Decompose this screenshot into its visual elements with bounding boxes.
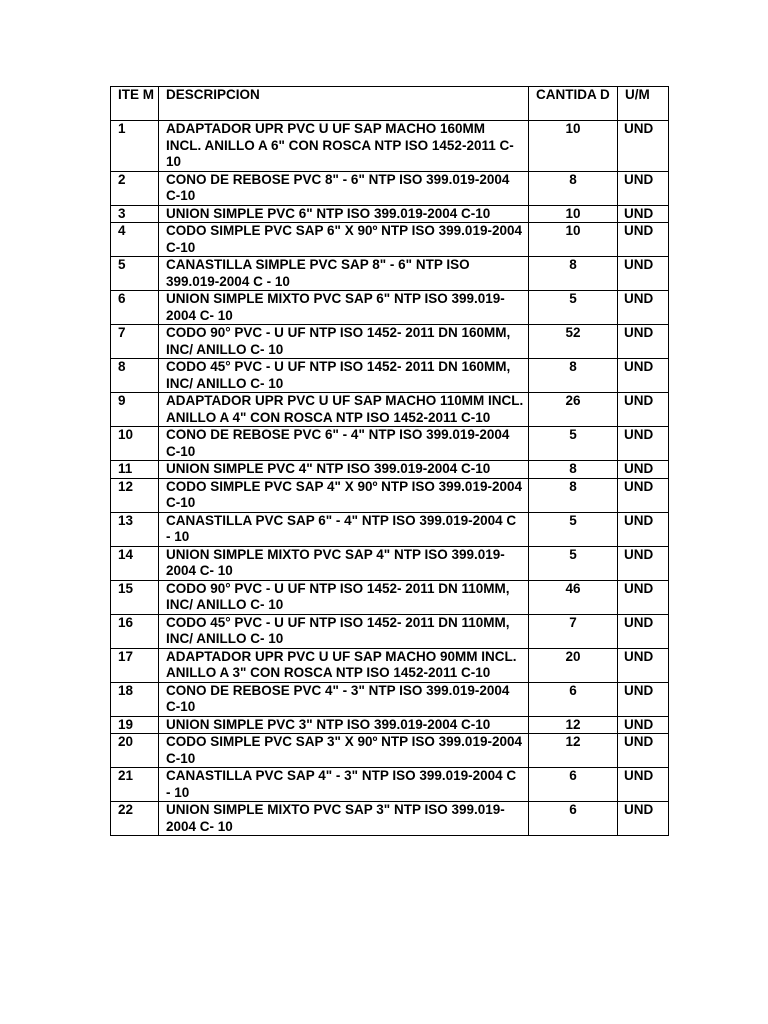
cell-um: UND <box>618 478 669 512</box>
materials-table <box>110 86 669 836</box>
cell-cantidad: 26 <box>529 393 618 427</box>
cell-um: UND <box>618 359 669 393</box>
cell-item: 6 <box>111 291 159 325</box>
cell-um: UND <box>618 223 669 257</box>
cell-cantidad: 12 <box>529 734 618 768</box>
table-row <box>111 802 669 836</box>
cell-cantidad: 7 <box>529 614 618 648</box>
cell-um: UND <box>618 734 669 768</box>
table-row <box>111 614 669 648</box>
cell-descripcion: CODO SIMPLE PVC SAP 6" X 90º NTP ISO 399.019-2004 C-10 <box>159 223 529 257</box>
cell-cantidad: 8 <box>529 478 618 512</box>
cell-um: UND <box>618 427 669 461</box>
cell-descripcion: ADAPTADOR UPR PVC U UF SAP MACHO 160MM INCL. ANILLO A 6" CON ROSCA NTP ISO 1452-2011 C-10 <box>159 121 529 172</box>
table-row <box>111 461 669 479</box>
cell-descripcion: CODO 90° PVC - U UF NTP ISO 1452- 2011 DN 110MM, INC/ ANILLO C- 10 <box>159 580 529 614</box>
cell-item: 21 <box>111 768 159 802</box>
cell-um: UND <box>618 257 669 291</box>
cell-um: UND <box>618 716 669 734</box>
cell-descripcion: UNION SIMPLE PVC 6" NTP ISO 399.019-2004 C-10 <box>159 205 529 223</box>
cell-item: 18 <box>111 682 159 716</box>
table-row <box>111 512 669 546</box>
table-row <box>111 768 669 802</box>
cell-descripcion: UNION SIMPLE MIXTO PVC SAP 4" NTP ISO 399.019-2004 C- 10 <box>159 546 529 580</box>
cell-cantidad: 5 <box>529 546 618 580</box>
cell-item: 20 <box>111 734 159 768</box>
cell-item: 16 <box>111 614 159 648</box>
cell-descripcion: CODO 90° PVC - U UF NTP ISO 1452- 2011 DN 160MM, INC/ ANILLO C- 10 <box>159 325 529 359</box>
header-descripcion: DESCRIPCION <box>159 87 529 121</box>
cell-cantidad: 46 <box>529 580 618 614</box>
cell-cantidad: 12 <box>529 716 618 734</box>
table-row <box>111 325 669 359</box>
cell-descripcion: ADAPTADOR UPR PVC U UF SAP MACHO 110MM INCL. ANILLO A 4" CON ROSCA NTP ISO 1452-2011 C-10 <box>159 393 529 427</box>
cell-um: UND <box>618 461 669 479</box>
cell-um: UND <box>618 512 669 546</box>
cell-item: 11 <box>111 461 159 479</box>
cell-cantidad: 52 <box>529 325 618 359</box>
table-row <box>111 682 669 716</box>
cell-cantidad: 5 <box>529 291 618 325</box>
cell-descripcion: UNION SIMPLE PVC 3" NTP ISO 399.019-2004 C-10 <box>159 716 529 734</box>
cell-cantidad: 10 <box>529 205 618 223</box>
cell-um: UND <box>618 291 669 325</box>
cell-item: 13 <box>111 512 159 546</box>
cell-item: 15 <box>111 580 159 614</box>
cell-descripcion: CANASTILLA PVC SAP 4" - 3" NTP ISO 399.019-2004 C - 10 <box>159 768 529 802</box>
cell-cantidad: 8 <box>529 359 618 393</box>
table-row <box>111 393 669 427</box>
cell-um: UND <box>618 802 669 836</box>
cell-descripcion: CONO DE REBOSE PVC 8" - 6" NTP ISO 399.019-2004 C-10 <box>159 171 529 205</box>
table-row <box>111 478 669 512</box>
header-um: U/M <box>618 87 669 121</box>
cell-item: 9 <box>111 393 159 427</box>
cell-descripcion: CODO SIMPLE PVC SAP 4" X 90º NTP ISO 399.019-2004 C-10 <box>159 478 529 512</box>
cell-um: UND <box>618 580 669 614</box>
cell-item: 19 <box>111 716 159 734</box>
table-row <box>111 205 669 223</box>
cell-descripcion: CODO 45° PVC - U UF NTP ISO 1452- 2011 DN 110MM, INC/ ANILLO C- 10 <box>159 614 529 648</box>
cell-descripcion: ADAPTADOR UPR PVC U UF SAP MACHO 90MM INCL. ANILLO A 3" CON ROSCA NTP ISO 1452-2011 C-10 <box>159 648 529 682</box>
cell-cantidad: 5 <box>529 427 618 461</box>
cell-um: UND <box>618 171 669 205</box>
cell-um: UND <box>618 614 669 648</box>
table-header-row <box>111 87 669 121</box>
cell-um: UND <box>618 768 669 802</box>
cell-cantidad: 8 <box>529 461 618 479</box>
cell-um: UND <box>618 546 669 580</box>
cell-um: UND <box>618 205 669 223</box>
cell-cantidad: 8 <box>529 171 618 205</box>
cell-um: UND <box>618 648 669 682</box>
header-item: ITE M <box>111 87 159 121</box>
header-cantidad: CANTIDA D <box>529 87 618 121</box>
table-row <box>111 580 669 614</box>
cell-item: 10 <box>111 427 159 461</box>
table-row <box>111 648 669 682</box>
cell-descripcion: UNION SIMPLE MIXTO PVC SAP 3" NTP ISO 399.019-2004 C- 10 <box>159 802 529 836</box>
table-row <box>111 716 669 734</box>
cell-descripcion: CODO 45° PVC - U UF NTP ISO 1452- 2011 DN 160MM, INC/ ANILLO C- 10 <box>159 359 529 393</box>
cell-item: 8 <box>111 359 159 393</box>
cell-cantidad: 6 <box>529 768 618 802</box>
cell-item: 12 <box>111 478 159 512</box>
cell-item: 1 <box>111 121 159 172</box>
cell-cantidad: 8 <box>529 257 618 291</box>
cell-cantidad: 20 <box>529 648 618 682</box>
cell-item: 7 <box>111 325 159 359</box>
table-row <box>111 734 669 768</box>
cell-cantidad: 6 <box>529 802 618 836</box>
cell-descripcion: CANASTILLA PVC SAP 6" - 4" NTP ISO 399.019-2004 C - 10 <box>159 512 529 546</box>
cell-cantidad: 10 <box>529 223 618 257</box>
cell-um: UND <box>618 393 669 427</box>
cell-item: 4 <box>111 223 159 257</box>
cell-item: 14 <box>111 546 159 580</box>
cell-descripcion: UNION SIMPLE MIXTO PVC SAP 6" NTP ISO 399.019-2004 C- 10 <box>159 291 529 325</box>
cell-cantidad: 10 <box>529 121 618 172</box>
cell-descripcion: CANASTILLA SIMPLE PVC SAP 8" - 6" NTP ISO 399.019-2004 C - 10 <box>159 257 529 291</box>
cell-item: 17 <box>111 648 159 682</box>
table-row <box>111 291 669 325</box>
cell-descripcion: CODO SIMPLE PVC SAP 3" X 90º NTP ISO 399.019-2004 C-10 <box>159 734 529 768</box>
cell-item: 5 <box>111 257 159 291</box>
table-row <box>111 257 669 291</box>
cell-item: 3 <box>111 205 159 223</box>
cell-descripcion: UNION SIMPLE PVC 4" NTP ISO 399.019-2004 C-10 <box>159 461 529 479</box>
table-row <box>111 171 669 205</box>
cell-um: UND <box>618 682 669 716</box>
cell-cantidad: 5 <box>529 512 618 546</box>
cell-descripcion: CONO DE REBOSE PVC 4" - 3" NTP ISO 399.019-2004 C-10 <box>159 682 529 716</box>
cell-item: 22 <box>111 802 159 836</box>
table-row <box>111 359 669 393</box>
table-row <box>111 121 669 172</box>
cell-cantidad: 6 <box>529 682 618 716</box>
cell-um: UND <box>618 121 669 172</box>
cell-item: 2 <box>111 171 159 205</box>
table-row <box>111 546 669 580</box>
table-body <box>111 121 669 836</box>
table-row <box>111 223 669 257</box>
cell-um: UND <box>618 325 669 359</box>
table-row <box>111 427 669 461</box>
cell-descripcion: CONO DE REBOSE PVC 6" - 4" NTP ISO 399.019-2004 C-10 <box>159 427 529 461</box>
